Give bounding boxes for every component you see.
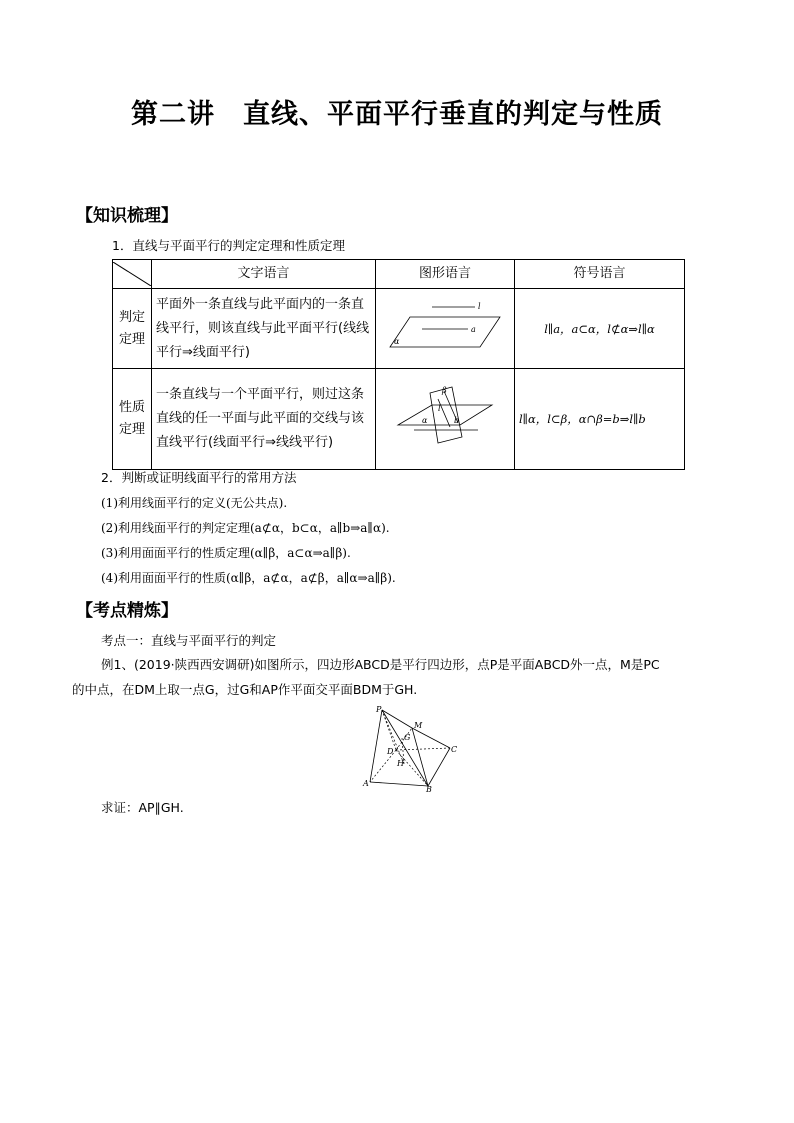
row-text: 一条直线与一个平面平行，则过这条直线的任一平面与此平面的交线与该直线平行(线面平行⇒线线平行) xyxy=(152,369,376,470)
section-practice: 【考点精炼】 xyxy=(76,601,178,621)
figure-plane-line xyxy=(380,289,510,359)
point-label: D xyxy=(387,747,394,756)
header-figure-language: 图形语言 xyxy=(376,260,515,289)
point-heading: 考点一：直线与平面平行的判定 xyxy=(101,633,277,648)
subheading-theorems: 1．直线与平面平行的判定定理和性质定理 xyxy=(112,238,345,253)
header-text-language: 文字语言 xyxy=(152,260,376,289)
pyramid-figure xyxy=(360,704,460,792)
fig-label: a xyxy=(471,325,476,334)
theorem-table xyxy=(112,259,685,470)
table-header-row xyxy=(113,260,685,289)
point-label: H xyxy=(397,759,404,768)
fig-label: l xyxy=(478,302,481,311)
subheading-methods: 2．判断或证明线面平行的常用方法 xyxy=(101,470,297,485)
row-symbol: l∥α，l⊂β，α∩β=b⇒l∥b xyxy=(515,369,685,470)
example-line-1: 例1、(2019·陕西西安调研)如图所示，四边形ABCD是平行四边形，点P是平面ABCD外一点，M是PC xyxy=(101,657,660,672)
example-line-2: 的中点，在DM上取一点G，过G和AP作平面交平面BDM于GH. xyxy=(72,682,418,697)
row-text: 平面外一条直线与此平面内的一条直线平行，则该直线与此平面平行(线线平行⇒线面平行) xyxy=(152,289,376,369)
page-title: 第二讲 直线、平面平行垂直的判定与性质 xyxy=(131,99,663,130)
corner-cell xyxy=(113,260,152,289)
method-item: (2)利用线面平行的判定定理(a⊄α，b⊂α，a∥b⇒a∥α). xyxy=(101,521,390,535)
point-label: B xyxy=(426,785,432,792)
method-item: (4)利用面面平行的性质(α∥β，a⊄α，a⊄β，a∥α⇒a∥β). xyxy=(101,571,396,585)
point-label: G xyxy=(404,733,411,742)
method-item: (3)利用面面平行的性质定理(α∥β，a⊂α⇒a∥β). xyxy=(101,546,351,560)
table-row xyxy=(113,369,685,470)
figure-intersecting-planes xyxy=(380,375,510,455)
point-label: P xyxy=(376,705,382,714)
proof-statement: 求证：AP∥GH. xyxy=(101,800,184,815)
fig-label: α xyxy=(394,337,400,346)
figure-cell xyxy=(376,289,515,369)
header-symbol-language: 符号语言 xyxy=(515,260,685,289)
method-item: (1)利用线面平行的定义(无公共点). xyxy=(101,496,288,510)
fig-label: l xyxy=(438,403,441,413)
row-label: 判定定理 xyxy=(113,289,152,369)
row-label: 性质定理 xyxy=(113,369,152,470)
fig-label: b xyxy=(454,415,460,425)
section-knowledge: 【知识梳理】 xyxy=(76,206,178,226)
diagonal-line xyxy=(113,262,151,286)
table-row xyxy=(113,289,685,369)
row-symbol: l∥a，a⊂α，l⊄α⇒l∥α xyxy=(515,289,685,369)
point-label: C xyxy=(451,745,458,754)
point-label: M xyxy=(414,721,423,730)
point-label: A xyxy=(363,779,369,788)
fig-label: α xyxy=(422,415,428,425)
fig-label: β xyxy=(442,385,447,395)
figure-cell xyxy=(376,369,515,470)
